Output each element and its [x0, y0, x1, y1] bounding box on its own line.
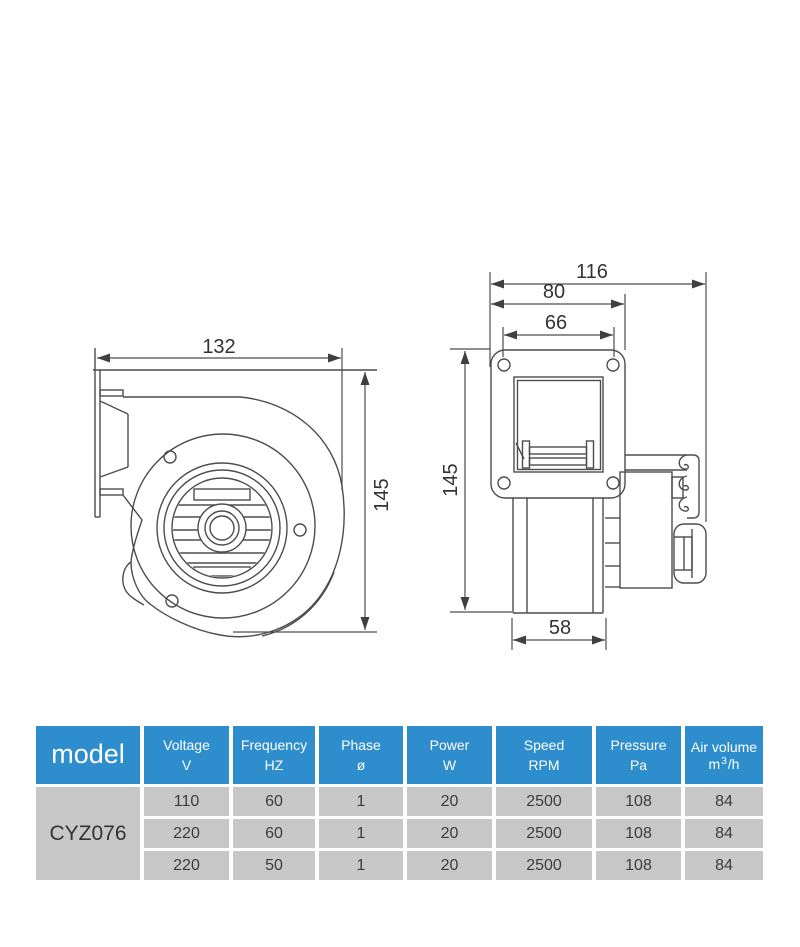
- model-value-cell: [36, 787, 140, 880]
- header-pressure-line1: Pressure: [610, 736, 667, 753]
- cell-value: 108: [625, 824, 652, 842]
- col-header-pressure: [596, 726, 681, 784]
- table-cell: [496, 787, 592, 816]
- cell-value: 84: [715, 792, 733, 810]
- table-cell: [407, 819, 492, 848]
- table-cell: [144, 851, 229, 880]
- side-view: [93, 348, 377, 637]
- cell-value: 220: [173, 856, 200, 874]
- table-cell: [319, 787, 403, 816]
- dim-width-side: 132: [202, 336, 236, 358]
- header-power-line1: Power: [429, 736, 470, 753]
- unit-suffix: /h: [727, 756, 740, 773]
- cell-value: 2500: [526, 792, 562, 810]
- cell-value: 108: [625, 856, 652, 874]
- cell-value: 20: [440, 856, 459, 874]
- table-cell: [496, 819, 592, 848]
- cell-value: 1: [356, 856, 366, 874]
- table-cell: [233, 819, 315, 848]
- unit-base: m: [708, 756, 721, 773]
- table-cell: [144, 819, 229, 848]
- header-frequency-line2: HZ: [264, 757, 284, 773]
- cell-value: 1: [356, 792, 366, 810]
- header-speed-line2: RPM: [528, 757, 560, 773]
- cell-value: 220: [173, 824, 200, 842]
- dim-overall-width: 116: [576, 261, 608, 283]
- dim-flange-width: 80: [542, 281, 566, 303]
- table-cell: [233, 787, 315, 816]
- cell-value: 20: [440, 792, 459, 810]
- dim-height-side: 145: [371, 478, 393, 512]
- cell-value: 50: [265, 856, 283, 874]
- col-header-voltage: [144, 726, 229, 784]
- table-cell: [685, 819, 763, 848]
- model-value: CYZ076: [49, 821, 127, 845]
- col-header-power: [407, 726, 492, 784]
- header-model-label: model: [51, 739, 125, 770]
- table-cell: [685, 851, 763, 880]
- cell-value: 84: [715, 856, 733, 874]
- col-header-frequency: [233, 726, 315, 784]
- table-cell: [596, 787, 681, 816]
- table-cell: [319, 819, 403, 848]
- cell-value: 108: [625, 792, 652, 810]
- col-header-air-volume: [685, 726, 763, 784]
- table-cell: [319, 851, 403, 880]
- header-frequency-line1: Frequency: [240, 736, 308, 753]
- table-cell: [407, 851, 492, 880]
- col-header-phase: [319, 726, 403, 784]
- dim-height-front: 145: [440, 463, 462, 497]
- table-cell: [685, 787, 763, 816]
- cell-value: 2500: [526, 824, 562, 842]
- header-air-volume-line1: Air volume: [690, 739, 758, 756]
- dim-body-width: 58: [548, 617, 572, 639]
- cell-value: 84: [715, 824, 733, 842]
- dim-hole-spacing: 66: [544, 312, 568, 334]
- cell-value: 2500: [526, 856, 562, 874]
- cell-value: 110: [173, 792, 200, 810]
- table-cell: [596, 819, 681, 848]
- front-view-arrowheads: [461, 280, 706, 645]
- table-cell: [496, 851, 592, 880]
- spec-table: [36, 726, 763, 880]
- unit-exponent: 3: [721, 755, 727, 767]
- header-pressure-line2: Pa: [629, 757, 648, 773]
- front-view-dimensions: [450, 272, 706, 650]
- col-header-model: [36, 726, 140, 784]
- cell-value: 1: [356, 824, 366, 842]
- header-phase-line1: Phase: [341, 736, 381, 753]
- header-voltage-line2: V: [181, 757, 192, 773]
- table-cell: [233, 851, 315, 880]
- cell-value: 20: [440, 824, 459, 842]
- header-air-volume-unit: [709, 757, 740, 772]
- table-cell: [144, 787, 229, 816]
- header-speed-line1: Speed: [523, 736, 565, 753]
- col-header-speed: [496, 726, 592, 784]
- header-power-line2: W: [442, 757, 457, 773]
- header-phase-line2: ø: [356, 757, 366, 773]
- header-voltage-line1: Voltage: [163, 736, 210, 753]
- front-view: [491, 350, 706, 613]
- table-cell: [596, 851, 681, 880]
- cell-value: 60: [265, 792, 283, 810]
- table-cell: [407, 787, 492, 816]
- cell-value: 60: [265, 824, 283, 842]
